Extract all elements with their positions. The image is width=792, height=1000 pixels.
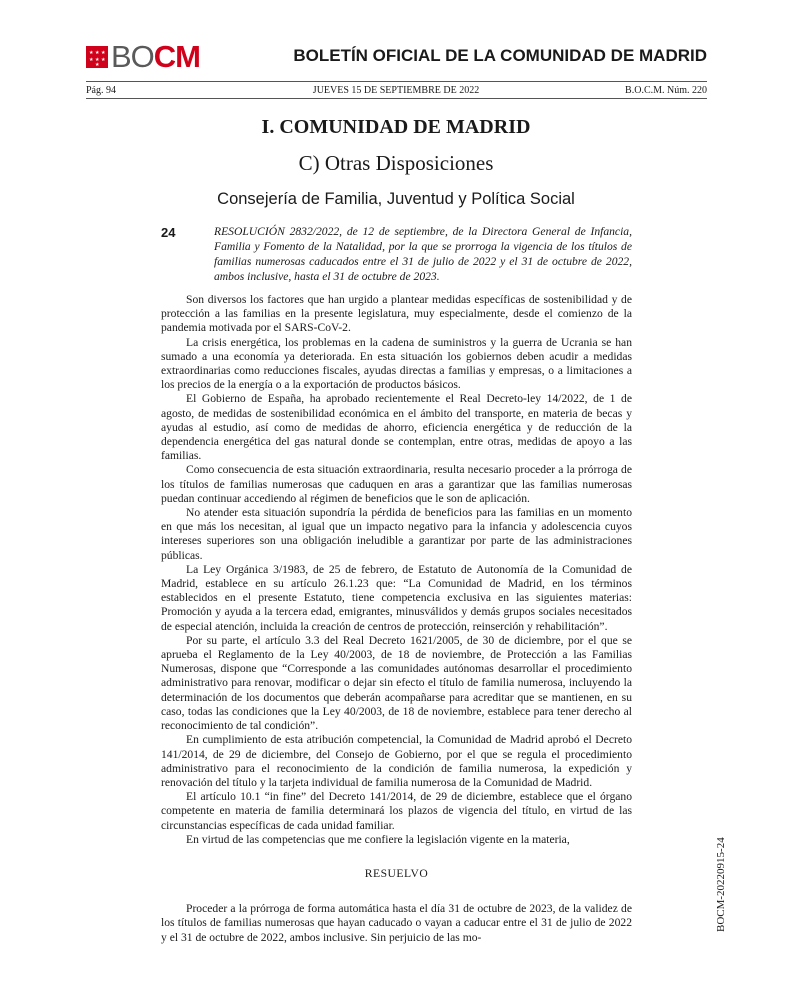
logo-wordmark: BOCM — [111, 39, 201, 74]
page-number: Pág. 94 — [86, 85, 116, 96]
gazette-title: BOLETÍN OFICIAL DE LA COMUNIDAD DE MADRID — [293, 46, 707, 65]
paragraph: El Gobierno de España, ha aprobado recientemente el Real Decreto-ley 14/2022, de 1 de agosto, de medidas de sostenibilidad económica en el ámbito del transporte, en materia de becas y ayudas al estudio, así como de medidas de ahorro, eficiencia energética y de reducción de la dependencia energética del gas natural donde se contemplan, entre otras, medidas de apoyo a las familias. — [161, 392, 632, 463]
paragraph: La crisis energética, los problemas en la cadena de suministros y la guerra de Ucrania se han sumado a una economía ya deteriorada. En esta situación los gobiernos deben acudir a medidas extraordinarias como reducciones fiscales, ayudas directas a familias y empresas, o a limitaciones a los precios de la energía o a la exportación de productos básicos. — [161, 335, 632, 392]
issue-number: B.O.C.M. Núm. 220 — [625, 85, 707, 96]
issue-date: JUEVES 15 DE SEPTIEMBRE DE 2022 — [312, 85, 480, 96]
disposition-number: 24 — [161, 225, 176, 240]
header-rule-top — [86, 81, 707, 82]
paragraph: Por su parte, el artículo 3.3 del Real Decreto 1621/2005, de 30 de diciembre, por el que se aprueba el Reglamento de la Ley 40/2003, de 18 de noviembre, de Protección a las Familias Numerosas, dispone que “Corresponde a las comunidades autónomas desarrollar el procedimiento administrativo para renovar, modificar o dejar sin efecto el título de familia numerosa, incluyendo la determinación de los documentos que deberán acompañarse para acreditar que se mantienen, en su caso, todas las condiciones que la Ley 40/2003, de 18 de noviembre, establece para tener derecho al reconocimiento de tal condición”. — [161, 633, 632, 733]
resuelvo-heading: RESUELVO — [364, 866, 429, 880]
paragraph: En virtud de las competencias que me confiere la legislación vigente en la materia, — [186, 832, 570, 846]
paragraph: La Ley Orgánica 3/1983, de 25 de febrero, de Estatuto de Autonomía de la Comunidad de Madrid, establece en su artículo 26.1.23 que: “La Comunidad de Madrid, en los términos establecidos en el presente Estatuto, tiene competencia exclusiva en las siguientes materias: Promoción y ayuda a la tercera edad, emigrantes, minusválidos y demás grupos sociales necesitados de especial atención, incluida la creación de centros de protección, reinserción y rehabilitación”. — [161, 562, 632, 633]
ministry-heading: Consejería de Familia, Juventud y Política Social — [217, 190, 575, 208]
madrid-flag-icon: ★ ★ ★ ★ ★ ★ ★ — [86, 46, 108, 68]
header-rule-bottom — [86, 98, 707, 99]
paragraph: No atender esta situación supondría la pérdida de beneficios para las familias en un momento en que más los necesitan, al igual que un impacto negativo para la infancia y adolescencia cuyos intereses superiores son una obligación ineludible a garantizar por parte de las administraciones públicas. — [161, 506, 632, 562]
resolution-title: RESOLUCIÓN 2832/2022, de 12 de septiembre, de la Directora General de Infancia, Familia y Fomento de la Natalidad, por la que se prorroga la vigencia de los títulos de familias numerosas caducados entre el 31 de julio de 2022 y el 31 de octubre de 2022, ambos inclusive, hasta el 31 de octubre de 2023. — [214, 225, 632, 283]
body-text — [161, 293, 632, 945]
paragraph: Como consecuencia de esta situación extraordinaria, resulta necesario proceder a la prórroga de los títulos de familias numerosas que caduquen en aras a garantizar que las familias numerosas puedan continuar accediendo al régimen de beneficios que le son de aplicación. — [161, 463, 632, 505]
paragraph: El artículo 10.1 “in fine” del Decreto 141/2014, de 29 de diciembre, establece que el órgano competente en materia de familia determinará los plazos de vigencia del título, en virtud de las circunstancias específicas de cada unidad familiar. — [161, 790, 632, 832]
paragraph: Son diversos los factores que han urgido a plantear medidas específicas de sostenibilidad y de protección a las familias en la presente legislatura, muy especialmente, desde el comienzo de la pandemia motivada por el SARS-CoV-2. — [161, 293, 632, 335]
verification-code: BOCM-20220915-24 — [715, 837, 727, 932]
final-paragraph: Proceder a la prórroga de forma automática hasta el día 31 de octubre de 2023, de la validez de los títulos de familias numerosas que hayan caducado o vayan a caducar entre el 31 de julio de 2022 y el 31 de octubre de 2022, ambos inclusive. Sin perjuicio de las mo- — [161, 902, 632, 944]
subsection-heading: C) Otras Disposiciones — [298, 151, 494, 175]
paragraph: En cumplimiento de esta atribución competencial, la Comunidad de Madrid aprobó el Decreto 141/2014, de 29 de diciembre, del Consejo de Gobierno, por el que se regula el procedimiento administrativo para el reconocimiento de la condición de familia numerosa, la expedición y renovación del título y la tarjeta individual de familia numerosa de la Comunidad de Madrid. — [161, 733, 632, 789]
bocm-logo — [86, 39, 201, 74]
section-heading: I. COMUNIDAD DE MADRID — [261, 116, 531, 138]
